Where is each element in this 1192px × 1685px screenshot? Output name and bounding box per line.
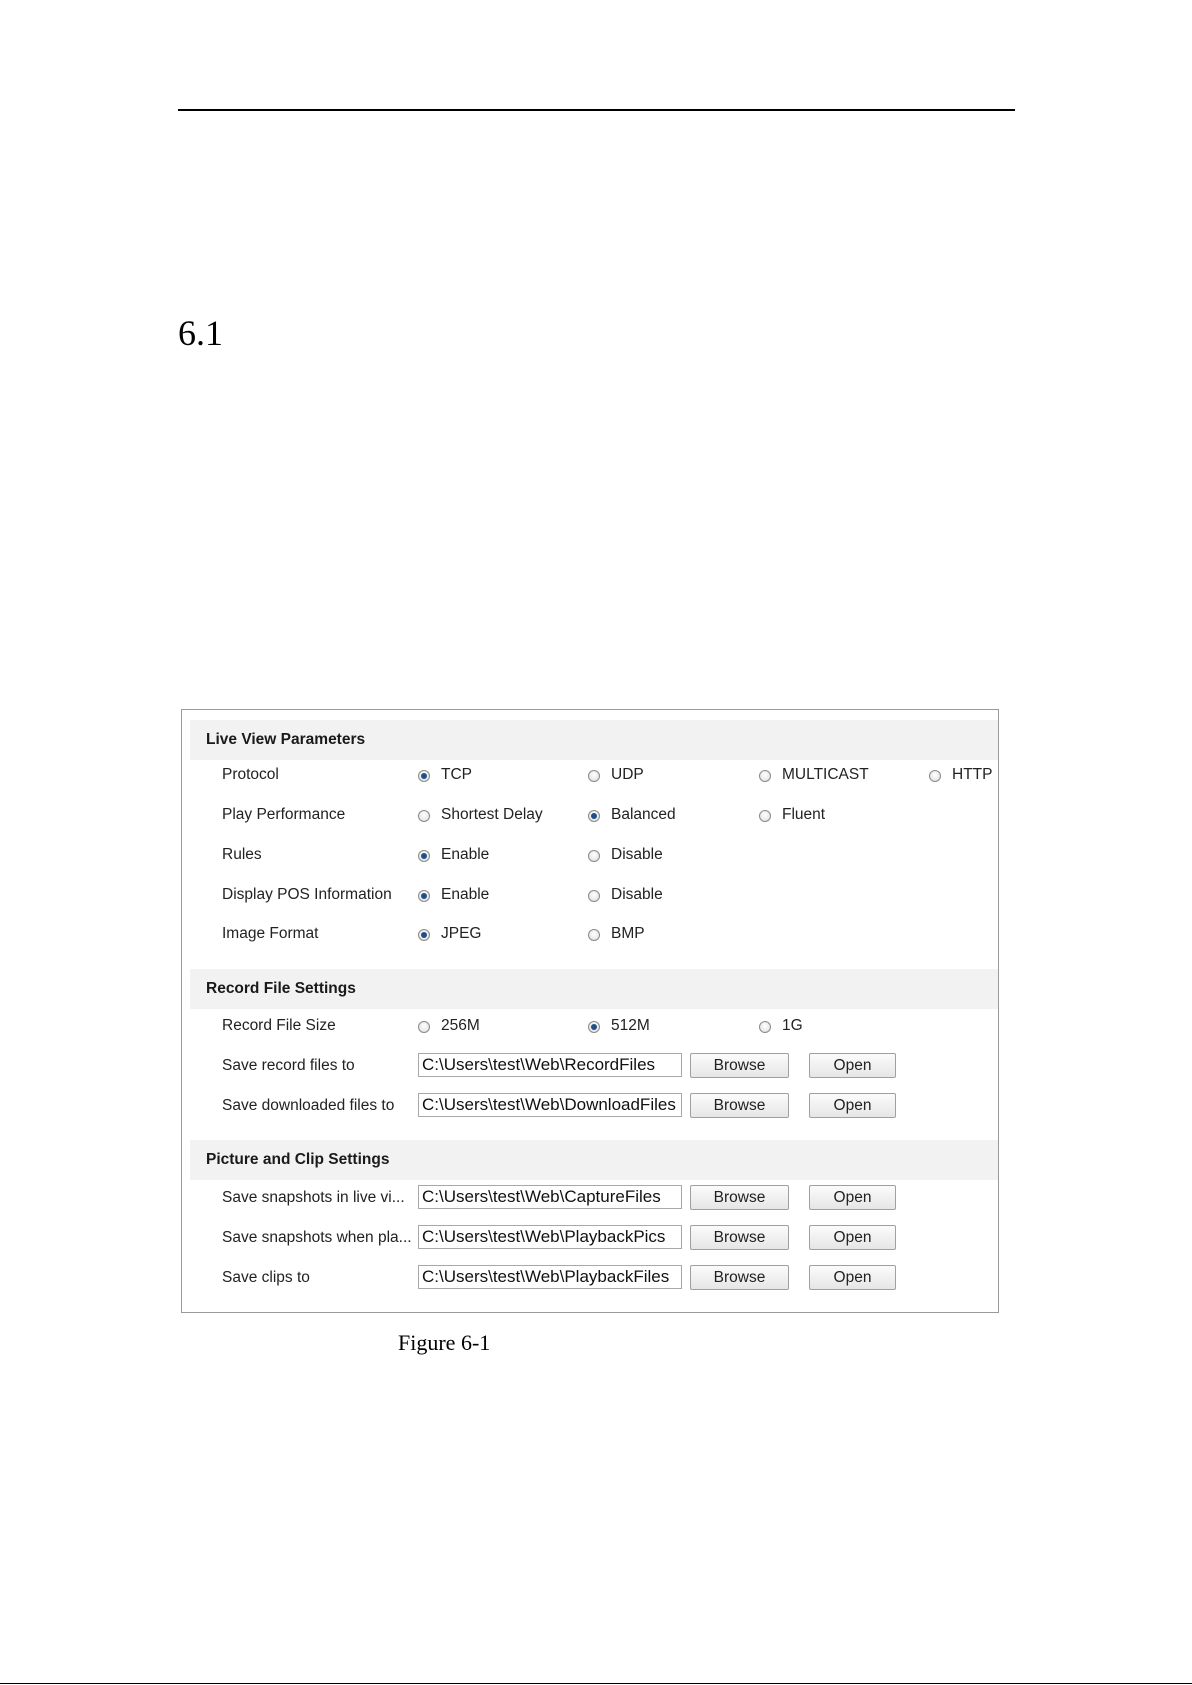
radio-unselected-icon[interactable] — [588, 850, 600, 862]
option-label: Disable — [611, 886, 663, 903]
protocol-row — [182, 760, 998, 790]
radio-unselected-icon[interactable] — [759, 810, 771, 822]
radio-unselected-icon[interactable] — [418, 810, 430, 822]
option-label: Enable — [441, 886, 490, 903]
radio-selected-icon[interactable] — [418, 890, 430, 902]
image-format-label: Image Format — [222, 925, 319, 942]
radio-unselected-icon[interactable] — [418, 1021, 430, 1033]
live-view-section-title: Live View Parameters — [206, 731, 366, 748]
option-label: JPEG — [441, 925, 482, 942]
header-rule — [178, 109, 1015, 111]
save-clips-path-field[interactable]: C:\Users\test\Web\PlaybackFiles — [418, 1265, 682, 1289]
save-record-open-button[interactable]: Open — [809, 1053, 896, 1078]
radio-selected-icon[interactable] — [418, 770, 430, 782]
play-performance-label: Play Performance — [222, 806, 346, 823]
footer-rule — [0, 1683, 1192, 1684]
radio-unselected-icon[interactable] — [588, 770, 600, 782]
rules-row — [182, 840, 998, 870]
rules-label: Rules — [222, 846, 262, 863]
save-clips-open-button[interactable]: Open — [809, 1265, 896, 1290]
picture-clip-section-title: Picture and Clip Settings — [206, 1151, 390, 1168]
option-label: UDP — [611, 766, 644, 783]
radio-selected-icon[interactable] — [588, 810, 600, 822]
option-label: 256M — [441, 1017, 480, 1034]
radio-unselected-icon[interactable] — [588, 890, 600, 902]
radio-unselected-icon[interactable] — [759, 1021, 771, 1033]
save-record-label: Save record files to — [222, 1057, 355, 1074]
radio-selected-icon[interactable] — [418, 850, 430, 862]
option-label: BMP — [611, 925, 645, 942]
save-record-row — [182, 1051, 998, 1081]
save-snapshots-live-browse-button[interactable]: Browse — [690, 1185, 789, 1210]
radio-unselected-icon[interactable] — [929, 770, 941, 782]
option-label: HTTP — [952, 766, 993, 783]
radio-unselected-icon[interactable] — [759, 770, 771, 782]
save-snapshots-playback-open-button[interactable]: Open — [809, 1225, 896, 1250]
save-snapshots-playback-path-field[interactable]: C:\Users\test\Web\PlaybackPics — [418, 1225, 682, 1249]
save-downloaded-label: Save downloaded files to — [222, 1097, 395, 1114]
image-format-row — [182, 919, 998, 949]
play-performance-row — [182, 800, 998, 830]
option-label: 1G — [782, 1017, 803, 1034]
protocol-label: Protocol — [222, 766, 279, 783]
save-downloaded-browse-button[interactable]: Browse — [690, 1093, 789, 1118]
record-file-section-header — [190, 969, 998, 1009]
save-downloaded-open-button[interactable]: Open — [809, 1093, 896, 1118]
option-label: 512M — [611, 1017, 650, 1034]
save-snapshots-live-open-button[interactable]: Open — [809, 1185, 896, 1210]
save-record-browse-button[interactable]: Browse — [690, 1053, 789, 1078]
display-pos-row — [182, 880, 998, 910]
save-snapshots-playback-label: Save snapshots when pla... — [222, 1229, 412, 1246]
radio-selected-icon[interactable] — [588, 1021, 600, 1033]
option-label: TCP — [441, 766, 472, 783]
display-pos-label: Display POS Information — [222, 886, 392, 903]
save-snapshots-live-label: Save snapshots in live vi... — [222, 1189, 405, 1206]
live-view-section-header — [190, 720, 998, 760]
save-record-path-field[interactable]: C:\Users\test\Web\RecordFiles — [418, 1053, 682, 1077]
local-config-panel — [181, 709, 999, 1313]
record-file-size-label: Record File Size — [222, 1017, 336, 1034]
radio-unselected-icon[interactable] — [588, 929, 600, 941]
save-clips-browse-button[interactable]: Browse — [690, 1265, 789, 1290]
save-clips-row — [182, 1263, 998, 1293]
save-snapshots-playback-row — [182, 1223, 998, 1253]
option-label: Fluent — [782, 806, 826, 823]
option-label: Enable — [441, 846, 490, 863]
option-label: MULTICAST — [782, 766, 869, 783]
save-downloaded-row — [182, 1091, 998, 1121]
save-snapshots-live-path-field[interactable]: C:\Users\test\Web\CaptureFiles — [418, 1185, 682, 1209]
section-number: 6.1 — [178, 313, 223, 353]
option-label: Disable — [611, 846, 663, 863]
save-snapshots-playback-browse-button[interactable]: Browse — [690, 1225, 789, 1250]
picture-clip-section-header — [190, 1140, 998, 1180]
radio-selected-icon[interactable] — [418, 929, 430, 941]
option-label: Balanced — [611, 806, 676, 823]
record-file-section-title: Record File Settings — [206, 980, 356, 997]
save-downloaded-path-field[interactable]: C:\Users\test\Web\DownloadFiles — [418, 1093, 682, 1117]
option-label: Shortest Delay — [441, 806, 543, 823]
save-snapshots-live-row — [182, 1183, 998, 1213]
figure-caption: Figure 6-1 — [398, 1330, 491, 1355]
record-file-size-row — [182, 1011, 998, 1041]
save-clips-label: Save clips to — [222, 1269, 310, 1286]
